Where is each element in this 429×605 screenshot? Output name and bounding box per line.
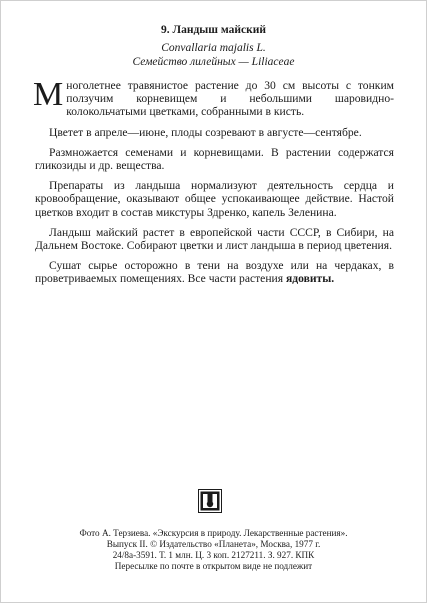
family-russian: Семейство лилейных — [132, 56, 252, 68]
paragraph-flowering: Цветет в апреле—июне, плоды созревают в августе—сентябре. [49, 125, 362, 139]
paragraph-description [33, 76, 394, 119]
paragraph-drying [35, 259, 394, 285]
imprint-mailing-notice: Пересылке по почте в открытом виде не подлежит [114, 561, 313, 571]
latin-name: Convallaria majalis L. [161, 42, 266, 54]
publisher-logo-icon [198, 489, 222, 513]
paragraph-medicinal-use: Препараты из ландыша нормализуют деятельность сердца и кровообращение, оказывают общее успокаивающее действие. Настой цветков входит в состав микстуры Здренко, капель Зеленина. [35, 179, 394, 219]
paragraph-drying-text: Сушат сырье осторожно в тени на воздухе или на чердаках, в проветриваемых помещениях. Все части растения [35, 259, 394, 286]
imprint-print-details: 24/8а-3591. Т. 1 млн. Ц. 3 коп. 2127211. З. 927. КПК [112, 550, 315, 560]
plant-title: 9. Ландыш майский [161, 24, 266, 36]
poison-warning: ядовиты. [285, 272, 335, 286]
header [1, 23, 426, 69]
family-latin: Liliaceae [251, 56, 295, 68]
imprint [31, 528, 396, 572]
paragraph-distribution: Ландыш майский растет в европейской части СССР, в Сибири, на Дальнем Востоке. Собирают цветки и лист ландыша в период цветения. [35, 225, 394, 253]
plant-family [1, 55, 426, 69]
paragraph-reproduction: Размножается семенами и корневищами. В растении содержатся гликозиды и др. вещества. [35, 145, 394, 173]
imprint-publisher: Выпуск II. © Издательство «Планета», Москва, 1977 г. [106, 539, 321, 549]
description-text [33, 76, 394, 293]
imprint-photo-credit: Фото А. Терзиева. «Экскурсия в природу. Лекарственные растения». [79, 528, 348, 538]
paragraph-description-text: ноголетнее травянистое растение до 30 см высоты с тонким ползучим корневищем и небольшими шаровидно-колокольчатыми цветками, собранными в кисть. [66, 79, 394, 119]
drop-cap: М [33, 76, 64, 113]
